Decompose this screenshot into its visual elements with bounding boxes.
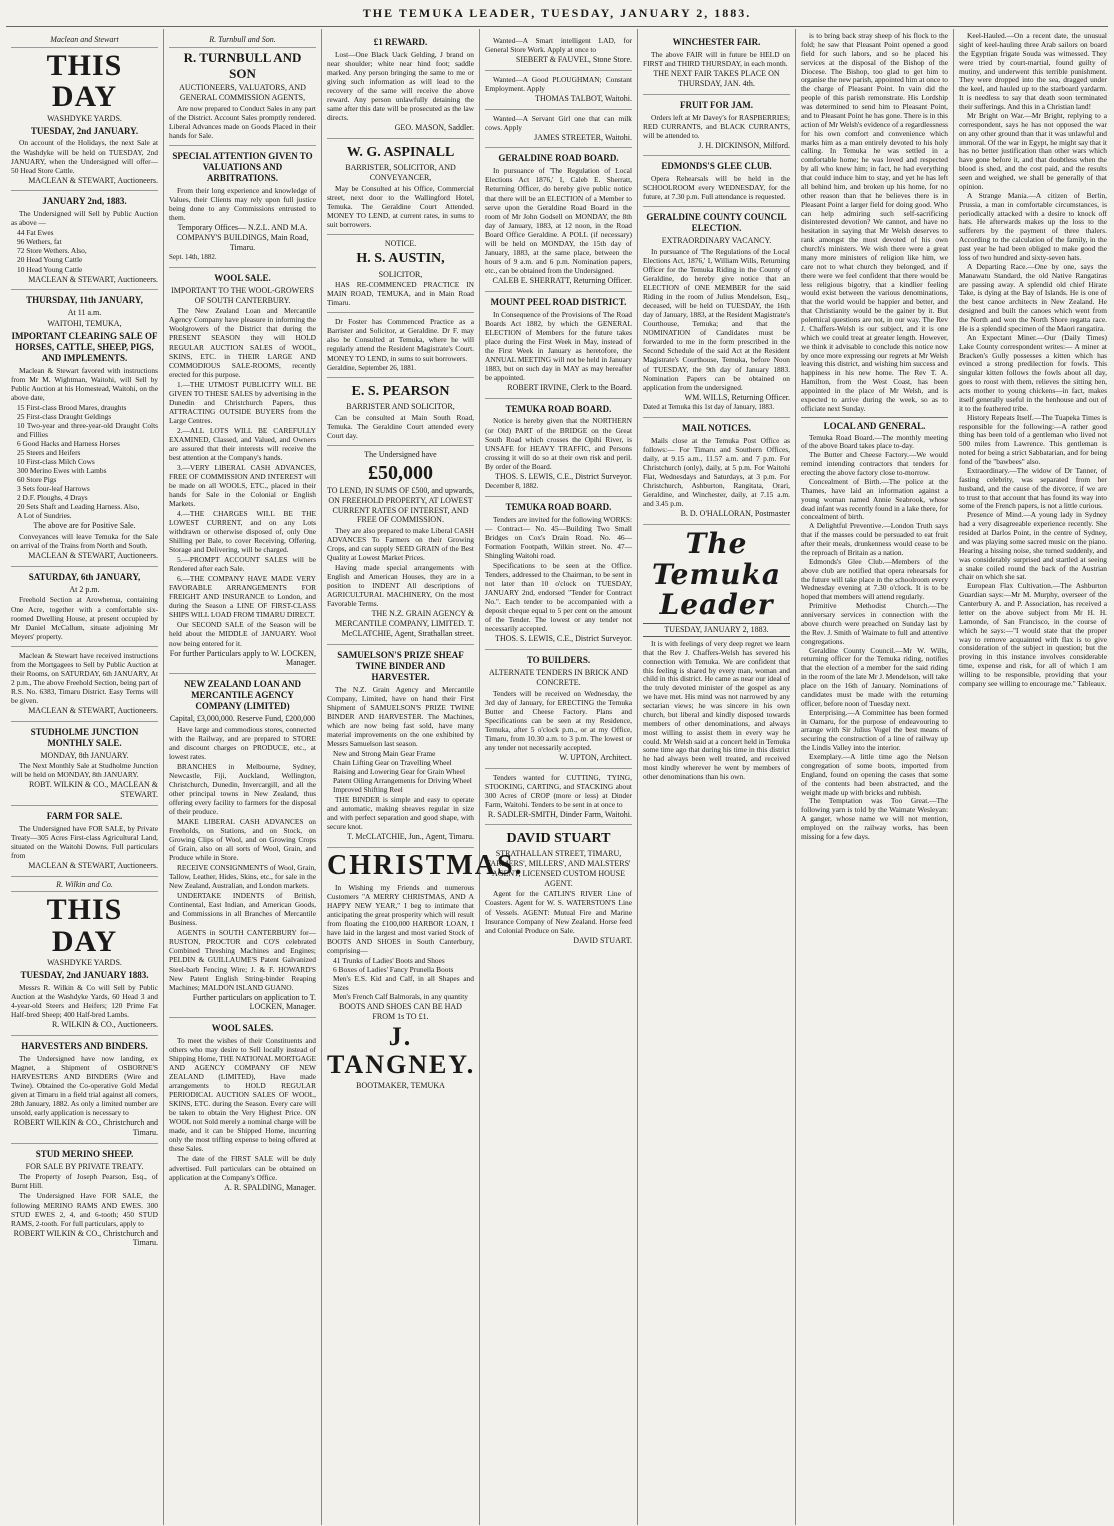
ad-signature: A. R. SPALDING, Manager. [224, 1182, 316, 1192]
ad-paragraph: 2.—ALL LOTS WILL BE CAREFULLY EXAMINED, Classed, and Valued, and Owners are assured that their interests will receive the best attention at the Company's hands. [169, 425, 316, 462]
ad-paragraph: MAKE LIBERAL CASH ADVANCES on Freeholds, on Stations, and on Stock, on Growing Clips of Wool, and on Growing Crops of Grain, also on all sorts of Wool, Grain, and Produce while in Store. [169, 817, 316, 863]
ad-title: TEMUKA ROAD BOARD. [505, 403, 612, 414]
mortgagee-sale-ad [11, 647, 158, 722]
tangney-heading: J. TANGNEY. [327, 1021, 476, 1080]
ad-subtitle: SOLICITOR, [378, 269, 423, 279]
ad-text: TO LEND, IN SUMS OF £500, and upwards, ON FREEHOLD PROPERTY, AT LOWEST CURRENT RATES OF INTEREST, AND FREE OF COMMISSION. [327, 486, 474, 525]
ad-note: BOOTS AND SHOES CAN BE HAD FROM 1s TO £1. [339, 1002, 462, 1021]
wool-sales-ad [169, 1018, 316, 1197]
ad-text: Mails close at the Temuka Post Office as follows:— For Timaru and Southern Offices, daily, at 9.15 a.m., 11.57 a.m. and 7 p.m. For Christchurch (only), daily, at 5 p.m. For Waitohi Flat, Wednesdays and Saturdays, at 3 p.m. For Christchurch, Ashburton, Rangitata, Orari, Geraldine, and Winchester, daily, at 7.15 a.m. and 3.45 p.m. [643, 435, 790, 509]
column-1 [6, 29, 164, 1525]
ad-text: Tenders wanted for CUTTING, TYING, STOOKING, CARTING, and STACKING about 300 Acres of CROP (more or less) at Dinder Farm, Waitohi. Tenders to be sent in at once to [485, 772, 632, 809]
column-2 [164, 29, 322, 1525]
ad-date: December 8, 1882. [485, 482, 539, 491]
ad-text: Specifications to be seen at the Office. Tenders, addressed to the Chairman, to be sent in not later than 10 o'clock on TUESDAY, JANUARY 2nd, endorsed "Tender for Contract No.". Each tender to be accompanied with a deposit cheque equal to 5 per cent on the amount of the Tender. The lowest or any tender not necessarily accepted. [485, 561, 632, 634]
list-item: New and Strong Main Gear Frame [333, 748, 436, 758]
ad-title: SPECIAL ATTENTION GIVEN TO VALUATIONS AND ARBITRATIONS. [172, 151, 313, 184]
ad-text: The date of the FIRST SALE will be duly advertised. Full particulars can be obtained on application at the Company's Office. [169, 1154, 316, 1182]
temuka-road-board-notice [485, 399, 632, 497]
newspaper-nameplate: The Temuka Leader [652, 526, 781, 622]
wanted-ploughman-ad [485, 71, 632, 110]
editorial-continuation: is to bring back stray sheep of his flock to the fold; he saw that Pleasant Point opened a good field for such labors, and so he placed his services at the disposal of the Bishop of the Diocese. The Bishop, too glad to get him to organise the new parish, appointed him at once to the charge of Pleasant Point. In vain did the people of this parish remonstrate. His Lordship was determined to send him to Pleasant Point, and to Pleasant Point he has gone. There is in this action of Mr Welsh's evidence of a regardlessness for his own comfort and convenience which marks him as a man entirely devoted to his holy calling. In Temuka he was settled in a comfortable home; he was loved and respected by all who knew him; in fact, he had everything that could induce him to stay, and yet he has left all behind him, and broken up his home, for no other reason than that he believes there is in Pleasant Point a larger field for doing good. Who can help admiring such self-sacrificing disinterested devotion? We cannot, and have no hesitation in saying that Mr Welsh deserves to rank amongst the most devoted of his own church's ministers. We wish there were a great many more ministers of religion like him, we care not to what church they belonged, and if there were we feel confident that there would be less religious bigotry, that a kindlier feeling would exist between the various denominations, that the world would be happier and better, and that Christianity would be the gainer by it. But polemical questions are not, in our way. The Rev J. Chaffers-Welsh is our subject, and it is one which we could treat at greater length. However, we think it advisable to conclude this notice now by once more expressing our regrets at Mr Welsh leaving this district, and wishing him success and happiness in his new home. The Rev T. A. Hamilton, from the West Coast, has been appointed in the place of Mr Welsh, and is expected to arrive during the week, so as to officiate next Sunday. [801, 31, 948, 413]
masthead: THE TEMUKA LEADER, TUESDAY, JANUARY 2, 1883. [6, 0, 1108, 27]
list-item: 15 First-class Brood Mares, draughts [17, 402, 127, 412]
valuations-ad [169, 146, 316, 268]
ad-text: They are also prepared to make Liberal CASH ADVANCES To Farmers on their Growing Crops, and can supply SEED GRAIN of the Best Quality at Lowest Market Prices. [327, 526, 474, 563]
ad-signature: BOOTMAKER, TEMUKA [356, 1080, 445, 1090]
ad-title: WOOL SALES. [211, 1023, 274, 1034]
ad-title: MAIL NOTICES. [681, 422, 752, 433]
list-item: 20 Head Young Cattle [17, 255, 83, 265]
ad-time: At 11 a.m. [67, 308, 102, 318]
ad-text: From their long experience and knowledge of Values, their Clients may rely upon full justice being done to any Commissions entrusted to them. [169, 186, 316, 223]
ad-paragraph: 4.—THE CHARGES WILL BE THE LOWEST CURRENT, and on any Lots withdrawn or otherwise disposed of, only One Shilling per Bale, to cover Receiving, Offering, Storage and Delivering, will be charged. [169, 509, 316, 555]
ad-signature: R. SADLER-SMITH, Dinder Farm, Waitohi. [487, 809, 632, 819]
ad-title: IMPORTANT CLEARING SALE OF HORSES, CATTLE, SHEEP, PIGS, AND IMPLEMENTS. [11, 330, 158, 363]
glee-club-ad [643, 156, 790, 207]
ad-text: The Undersigned have now landing, ex Magnet, a Shipment of OSBORNE'S HARVESTERS AND BINDERS (Wire and Twine). Obtained the Co-operative Gold Medal given at Timaru in a field trial against all comers, 28th January, 1882. As only a limited number are unsold, early application is necessary to [11, 1053, 158, 1118]
ad-signature: ROBERT IRVINE, Clerk to the Board. [507, 382, 632, 392]
ad-signature: B. D. O'HALLORAN, Postmaster [680, 509, 790, 519]
aspinall-ad [327, 139, 474, 235]
ad-paragraph: 5.—PROMPT ACCOUNT SALES will be Rendered after each Sale. [169, 555, 316, 574]
ad-text: AGENTS in SOUTH CANTERBURY for— RUSTON, PROCTOR and CO'S celebrated Combined Threshing Machines and Engines; PELDIN & GUILLAUME'S Patent Galvanized Steel-barb Fencing Wire; J. & F. HOWARD'S New Patent English String-binder Reaping Machines; MALDON ISLAND GUANO. [169, 928, 316, 992]
news-paragraph: Presence of Mind.—A young lady in Sydney had a very disagreeable experience recently. She resided at Darlos Point, in the centre of Sydney, and was playing some sacred music on the piano. Hearing a hissing noise, she turned suddenly, and was considerably surprised and startled at seeing a snake coiled round the back of the Austrian chair on which she sat. [959, 510, 1107, 582]
news-paragraph: Mr Bright on War.—Mr Bright, replying to a correspondent, says he has not opposed the war on any other ground than that it was unlawful and immoral. Of the war in Egypt, he might say that it has no better justification than other wars which have gone before it, and that doubtless when the blood is shed, and the cost paid, and the results seen and weighed, we shall be generally of that opinion. [959, 110, 1107, 191]
ad-title: HARVESTERS AND BINDERS. [21, 1041, 148, 1051]
ad-subtitle: ALTERNATE TENDERS IN BRICK AND CONCRETE. [488, 668, 629, 687]
list-item: Men's French Calf Balmorals, in any quantity [333, 991, 468, 1001]
ad-text: Lost—One Black Uack Gelding, J brand on near shoulder; white near hind foot; saddle marked. Any person bringing the same to me or giving such information as will lead to the recovery of the same will receive the above reward. Any person unlawfully detaining the same after this date will be prosecuted as the law directs. [327, 49, 474, 123]
news-paragraph: A Delightful Preventive.—London Truth says that if the masses could be persuaded to eat fruit after their meals, drunkenness would cease to be the reproach of Britain as a nation. [801, 521, 948, 557]
ad-text: Opera Rehearsals will be held in the SCHOOLROOM every WEDNESDAY, for the future, at 7.30 p.m. Full attendance is requested. [643, 174, 790, 202]
ad-text: In Wishing my Friends and numerous Customers "A MERRY CHRISTMAS, AND A HAPPY NEW YEAR," I beg to intimate that anticipating the great prosperity which will result from floating the £100,000 HARBOR LOAN, I have laid in the largest and most varied Stock of BOOTS AND SHOES in South Canterbury, comprising— [327, 882, 474, 955]
ad-title: FRUIT FOR JAM. [679, 99, 754, 110]
column-5 [638, 29, 796, 1525]
nz-loan-ad [169, 674, 316, 1018]
news-paragraph: Edmonds's Glee Club.—Members of the above club are notified that opera rehearsals for the future will take place in the schoolroom every Wednesday evening at 7.30 o'clock. It is to be hoped that members will attend regularly. [801, 556, 948, 602]
ad-signature: MACLEAN & STEWART, Auctioneers. [28, 175, 158, 185]
ad-subtitle: IMPORTANT TO THE WOOL-GROWERS OF SOUTH CANTERBURY. [171, 285, 314, 305]
ad-subtitle: AUCTIONEERS, VALUATORS, AND GENERAL COMMISSION AGENTS, [179, 83, 306, 103]
ad-title: TO BUILDERS. [526, 655, 591, 666]
ad-paragraph: UNDERTAKE INDENTS of British, Continental, East Indian, and American Goods, and Commissions in all Branches of Mercantile Business. [169, 891, 316, 928]
ad-signature: J. H. DICKINSON, Milford. [698, 140, 790, 150]
farm-for-sale-ad [11, 806, 158, 877]
ad-signature: THOS. S. LEWIS, C.E., District Surveyor. [495, 471, 632, 481]
ad-text: Agent for the CATLIN'S RIVER Line of Coasters. Agent for W. S. WATERSTON'S Line of Vessels. AGENT: Mutual Fire and Marine Insurance Company of New Zealand. Horse feed and Colonial Produce on Sale. [485, 889, 632, 935]
ad-signature: ROBERT WILKIN & CO., Christchurch and Timaru. [13, 1228, 158, 1248]
ad-paragraph: 3.—VERY LIBERAL CASH ADVANCES, FREE OF COMMISSION AND INTEREST will be made on all WOOLS, ETC., placed in their hands for Sale in the Colonial or English Markets. [169, 462, 316, 509]
ad-text: Messrs R. Wilkin & Co will Sell by Public Auction at the Washdyke Yards, 60 Head 3 and 4-year-old Steers and Heifers; 120 Prime Fat Half-bred Sheep; 400 Half-bred Lambs. [11, 983, 158, 1020]
ad-signature: THOS. S. LEWIS, C.E., District Surveyor. [495, 634, 632, 644]
ad-title: NEW ZEALAND LOAN AND MERCANTILE AGENCY COMPANY (LIMITED) [183, 679, 302, 711]
ad-text: To meet the wishes of their Constituents and others who may desire to Sell locally instead of Shipping Home, THE NATIONAL MORTGAGE AND AGENCY COMPANY OF NEW ZEALAND (LIMITED), Have made arrangements to HOLD REGULAR PERIODICAL AUCTION SALES OF WOOL, SKINS, ETC. during the Season. Every care will be taken to obtain the Very Highest Price. ON WOOL not Sold merely a nominal charge will be made, and it can be Shipped Home, incurring only the most trifling expense to being offered at these Sales. [169, 1036, 316, 1154]
list-item: 25 First-class Draught Geldings [17, 411, 112, 421]
ad-text: The Undersigned have FOR SALE, by Private Treaty—305 Acres First-class Agricultural Land, situated on the Waitohi Downs. Full particulars from [11, 823, 158, 860]
harvesters-ad [11, 1036, 158, 1144]
list-item: 25 Steers and Heifers [17, 447, 81, 457]
ad-text: Maclean & Stewart have received instructions from the Mortgagees to Sell by Public Auction at their Rooms, on SATURDAY, 6th JANUARY, At 2 p.m., The above Freehold Section, being part of R.S. No. 6383, Timaru District. Easy Terms will be given. [11, 650, 158, 705]
this-day-heading: THIS DAY [46, 48, 123, 114]
mail-notices-ad [643, 418, 790, 525]
ad-date: Geraldine, September 26, 1881. [327, 363, 417, 372]
fruit-for-jam-ad [643, 95, 790, 157]
ad-header: The Undersigned have [364, 449, 437, 459]
ad-title: SAMUELSON'S PRIZE SHEAF TWINE BINDER AND HARVESTER. [337, 649, 464, 682]
ad-text: THE BINDER is simple and easy to operate and automatic, making sheaves regular in size and with perfect separation and good shape, with secure knot. [327, 794, 474, 832]
wilkin-this-day-ad [11, 877, 158, 1036]
list-item: 44 Fat Ewes [17, 228, 54, 238]
ad-text: Are now prepared to Conduct Sales in any part of the District. Account Sales promptly rendered. Liberal Advances made on Goods Placed in their hands for Sale. [169, 103, 316, 141]
money-to-lend-ad [327, 446, 474, 645]
ad-text: The Property of Joseph Pearson, Esq., of Burnt Hill. [11, 1172, 158, 1191]
editorial-dateline: TUESDAY, JANUARY 2, 1883. [643, 623, 790, 637]
columns [6, 29, 1108, 1525]
wool-sale-ad [169, 268, 316, 674]
ad-text: The Undersigned Have FOR SALE, the following MERINO RAMS AND EWES. 300 STUD EWES 2, 4, and 6-tooth; 450 STUD RAMS, 2-tooth. For full particulars, apply to [11, 1191, 158, 1228]
ad-header: Maclean and Stewart [11, 35, 158, 48]
geraldine-road-board-ad [485, 148, 632, 291]
ad-title: DAVID STUART [506, 831, 611, 847]
ad-signature: CALEB E. SHERRATT, Returning Officer. [492, 275, 632, 285]
ad-signature: GEO. MASON, Saddler. [394, 123, 474, 133]
ad-paragraph: 1.—THE UTMOST PUBLICITY WILL BE GIVEN TO THESE SALES by advertising in the Dunedin and Christchurch Papers, thus ATTRACTING OUTSIDE BUYERS from the Large Centres. [169, 379, 316, 425]
ad-date: SATURDAY, 6th JANUARY, [28, 571, 141, 582]
news-paragraph: History Repeats Itself.—The Tuapeka Times is responsible for the following:—A rather good thing has been told of a gentleman who lived not 500 miles from Lawrence. This gentleman is noted for being a strict Sabbatarian, and for being fond of the "bawbees" also. [959, 412, 1107, 466]
ad-title: FARM FOR SALE. [46, 810, 123, 821]
news-paragraph: The Temptation was Too Great.—The following yarn is told by the Waimate Wesleyan: A ganger, whose name we will not mention, employed on the railway works, has been missing for a few days. [801, 796, 948, 841]
news-paragraph: Enterprising.—A Committee has been formed in Oamaru, for the purpose of endeavouring to arrange with Sir Julius Vogel the best means of securing the construction of a line of railway up the Lindis Valley into the interior. [801, 707, 948, 753]
ad-signature: W. UPTON, Architect. [559, 752, 632, 762]
news-paragraph: European Flax Cultivation.—The Ashburton Guardian says:—Mr M. Murphy, overseer of the Canterbury A. and P. Association, has received a letter on the above subject from Mr H. H. Lamonde, of San Francisco, in the course of which he says:—"I would state that the proper way to remove acquainted with flax is to give consideration of the subject in question; but the proving in this instance involves considerable time, expense and risk, for all of which I am willing to be responsible, providing that your company see willing to encourage me." Tableaux. [959, 581, 1107, 688]
ad-signature: ROBT. WILKIN & CO., MACLEAN & STEWART. [28, 780, 158, 800]
ad-subtitle: STRATHALLAN STREET, TIMARU, FARMERS', MILLERS', AND MALSTERS' AGENT, LICENSED CUSTOM HOUSE AGENT. [486, 849, 631, 888]
ad-subtitle: BARRISTER AND SOLICITOR, [346, 402, 455, 412]
temuka-road-board-tenders [485, 497, 632, 650]
list-item: 96 Wethers, fat [17, 237, 62, 247]
news-paragraph: Concealment of Birth.—The police at the Thames, have laid an information against a young woman named Annie Seabrook, whose dead infant was recently found in a lake there, for concealment of birth. [801, 476, 948, 522]
ad-header: R. Turnbull and Son. [169, 35, 316, 48]
list-item: A Lot of Sundries. [17, 511, 72, 521]
ad-title: STUD MERINO SHEEP. [35, 1148, 134, 1159]
freehold-section-ad [11, 567, 158, 647]
ad-header: R. Wilkin and Co. [11, 880, 158, 893]
list-item: 10 First-class Milch Cows [17, 456, 95, 466]
list-item: 6 Good Hacks and Harness Horses [17, 438, 120, 448]
local-general-heading: LOCAL AND GENERAL. [823, 420, 926, 431]
list-item: 72 Store Wethers. Also, [17, 246, 87, 256]
news-paragraph: Keel-Hauled.—On a recent date, the unusual sight of keel-hauling three Arab sailors on board the Egyptian frigate Souda was witnessed. They were tried by court-martial, found guilty of mutiny, and underwent this terrible punishment. They were dropped into the sea, dragged under the keel, and hauled up to the starboard yardarm. It is needless to say that death soon terminated their sufferings. And this in a Christian land! [959, 31, 1107, 111]
studholme-sale-ad [11, 722, 158, 806]
ad-signature: WM. WILLS, Returning Officer. [684, 392, 790, 402]
january-sale-ad [11, 191, 158, 290]
list-item: 10 Head Young Cattle [17, 264, 83, 274]
david-stuart-ad [485, 825, 632, 950]
ad-text: Freehold Section at Arowhenua, containing One Acre, together with a comfortable six-roomed Dwelling House, at present occupied by Mr Daniel McCallum, situate adjoining Mr Meyers' property. [11, 595, 158, 641]
ad-title: H. S. AUSTIN, [356, 251, 445, 267]
foster-ad [327, 313, 474, 378]
ad-title: MOUNT PEEL ROAD DISTRICT. [490, 296, 627, 307]
ad-title: TEMUKA ROAD BOARD. [505, 501, 612, 512]
ad-paragraph: The New Zealand Loan and Mercantile Agency Company have pleasure in informing the Woolgrowers of the District that during the PRESENT SEASON they will HOLD REGULAR AUCTION SALES of WOOL, SKINS, ETC. in THEIR LARGE AND COMMODIOUS SALE-ROOMS, recently erected for this purpose. [169, 306, 316, 379]
list-item: Men's E.S. Kid and Calf, in all Shapes and Sizes [333, 973, 474, 992]
news-paragraph: The Butter and Cheese Factory.—We would remind intending contractors that tenders for erecting the above factory close to-morrow. [801, 450, 948, 478]
list-item: Chain Lifting Gear on Travelling Wheel [333, 757, 452, 767]
list-item: 41 Trunks of Ladies' Boots and Shoes [333, 955, 445, 965]
ad-text: Wanted—A Servant Girl one that can milk cows. Apply [485, 113, 632, 132]
list-item: 300 Merino Ewes with Lambs [17, 466, 107, 475]
ad-paragraph: Have large and commodious stores, connected with the Railway, and are prepared to STORE and discount charges on PRODUCE, etc., at lowest rates. [169, 724, 316, 761]
ad-signature: THE N.Z. GRAIN AGENCY & MERCANTILE COMPANY, LIMITED. T. McCLATCHIE, Agent, Strathallan street. [335, 609, 474, 638]
ad-title: GERALDINE COUNTY COUNCIL ELECTION. [646, 212, 787, 234]
column-7 [954, 29, 1112, 1525]
ad-title: R. TURNBULL AND SON [183, 49, 302, 81]
list-item: Improved Shifting Reel [333, 784, 403, 794]
list-item: 3 Sets four-leaf Harrows [17, 484, 90, 494]
divider [801, 417, 948, 418]
ad-text: Tenders are invited for the following WORKS:— Contract— No. 45—Building Two Small Bridges on Cox's Drain Road. No. 46—Formation Footpath, Wilkin street. No. 47—Shingling Waitohi road. [485, 514, 632, 561]
ad-signature: DAVID STUART. [573, 935, 632, 945]
turnbull-ad [169, 32, 316, 146]
ad-paragraph: 6.—THE COMPANY HAVE MADE VERY FAVORABLE ARRANGEMENTS FOR FREIGHT AND INSURANCE to London, and during the Season a LINE OF FIRST-CLASS SHIPS WILL LOAD FROM TIMARU DIRECT. [169, 574, 316, 620]
reward-ad [327, 32, 474, 139]
pearson-ad [327, 378, 474, 446]
winchester-fair-ad [643, 32, 790, 95]
to-builders-ad [485, 650, 632, 768]
ad-title: EDMONDS'S GLEE CLUB. [661, 161, 772, 172]
ad-signature: ROBERT WILKIN & CO., Christchurch and Timaru. [13, 1118, 158, 1137]
list-item: 60 Store Pigs [17, 475, 57, 485]
ad-signature: MACLEAN & STEWART, Auctioneers. [28, 551, 158, 560]
christmas-heading: CHRISTMAS. [327, 849, 524, 881]
ad-place: WAITOHI, TEMUKA, [47, 319, 122, 328]
ad-subtitle: FOR SALE BY PRIVATE TREATY. [25, 1161, 144, 1171]
ad-date: Dated at Temuka this 1st day of January, 1883. [643, 403, 775, 412]
ad-paragraph: RECEIVE CONSIGNMENTS of Wool, Grain, Tallow, Leather, Hides, Skins, etc., for sale in the New Zealand, Australian, and London markets. [169, 863, 316, 891]
christmas-ad [327, 848, 524, 1096]
ad-date: MONDAY, 8th JANUARY. [40, 750, 129, 760]
ad-title: W. G. ASPINALL [346, 144, 455, 160]
ad-text: Tenders will be received on Wednesday, the 3rd day of January, for ERECTING the Temuka Butter and Cheese Factory. Plans and Specifications can be seen at my Residence, Temuka, after 5 o'clock p.m., or at my Office, Timaru, from 10.30 a.m. to 3 p.m. The lowest or any tender not necessarily accepted. [485, 688, 632, 752]
ad-capital: Capital, £3,000,000. Reserve Fund, £200,000 [169, 713, 316, 723]
news-paragraph: Temuka Road Board.—The monthly meeting of the above Board takes place to-day. [801, 432, 948, 451]
ad-text: Conveyances will leave Temuka for the Sale on arrival of the Trains from North and South. [11, 531, 158, 550]
ad-text: On account of the Holidays, the next Sale at the Washdyke will be held on TUESDAY, 2nd JANUARY, when the Undersigned will offer— 50 Head Store Cattle. [11, 138, 158, 175]
list-item: 6 Boxes of Ladies' Fancy Prunella Boots [333, 964, 454, 974]
news-paragraph: Extraordinary.—The widow of Dr Tanner, of fasting celebrity, was separated from her husband, and the cause of the divorce, if we are to trust to that account that has found its way into some of the French papers, is not a little curious. [959, 465, 1107, 511]
ad-signature: Further particulars on application to T. LOCKEN, Manager. [192, 992, 316, 1012]
austin-ad [327, 235, 474, 314]
list-item: 20 Sets Shaft and Leading Harness. Also, [17, 502, 140, 512]
ad-place: WASHDYKE YARDS. [47, 113, 122, 123]
this-day-heading: THIS DAY [46, 893, 123, 958]
ad-signature: MACLEAN & STEWART, Auctioneers. [28, 274, 158, 284]
ad-signature: SIEBERT & FAUVEL, Stone Store. [515, 55, 632, 65]
ad-signature: MACLEAN & STEWART, Auctioneers. [28, 860, 158, 870]
ad-text: The Undersigned will Sell by Public Auction as above — [11, 209, 158, 228]
ad-subtitle: THE NEXT FAIR TAKES PLACE ON THURSDAY, JAN. 4th. [653, 69, 780, 88]
ad-text: Can be consulted at Main South Road, Temuka. The Geraldine Court attended every Court day. [327, 412, 474, 440]
clearing-sale-ad [11, 290, 158, 566]
list-item: 2 D.F. Ploughs, 4 Drays [17, 493, 88, 503]
ad-address: Temporary Offices— N.Z.L. AND M.A. COMPANY'S BUILDINGS, Main Road, Timaru. [176, 223, 309, 252]
list-item: Raising and Lowering Gear for Grain Wheel [333, 766, 466, 776]
ad-date: Sept. 14th, 1882. [169, 253, 217, 262]
column-6 [796, 29, 954, 1525]
ad-signature: T. McCLATCHIE, Jun., Agent, Timaru. [347, 832, 474, 842]
loan-amount: £50,000 [368, 461, 433, 484]
news-paragraph: Geraldine County Council.—Mr W. Wills, returning officer for the Temuka riding, notifies that the election of a member for the said riding in the room of the late Mr J. Mendelson, will take place on the 16th of January. Nominations of candidates must be made with the returning officer, before noon of Tuesday next. [801, 645, 948, 708]
editorial-text: It is with feelings of very deep regret we learn that the Rev J. Chaffers-Welsh has severed his connection with Temuka. We are confident that this feeling is shared by every man, woman and child in this district. He came as near our ideal of the truly devoted minister of the gospel as any we have met. His mind was not narrowed by any sectarian views; he was sincere in his own church, but liberal and kindly disposed towards members of other denominations, and always most willing to assist them in every way he could. Mr Welsh said at a concert held in Temuka some time ago that during his time in this district he had always been well treated, and received most kindly wherever he went by members of other denominations than his own. [643, 638, 790, 782]
ad-date: JANUARY 2nd, 1883. [42, 196, 127, 207]
ad-text: Wanted—A Good PLOUGHMAN; Constant Employment. Apply [485, 74, 632, 93]
ad-text: Notice is hereby given that the NORTHERN (or Old) PART of the BRIDGE on the Great South Road which crosses the Opihi River, is UNSAFE for HEAVY TRAFFIC, and Persons crossing it will do so at their own risk and peril. By order of the Board. [485, 416, 632, 471]
ad-title: WINCHESTER FAIR. [672, 37, 761, 47]
ad-text: Maclean & Stewart favored with instructions from Mr M. Wightman, Waitohi, will Sell by Public Auction at his Homestead, Waitohi, on the above date, [11, 365, 158, 402]
ad-signature: R. WILKIN & CO., Auctioneers. [51, 1020, 158, 1030]
tenders-wanted-ad [485, 769, 632, 826]
ad-signature: MACLEAN & STEWART, Auctioneers. [28, 705, 158, 715]
ad-paragraph: BRANCHES in Melbourne, Sydney, Newcastle, Fiji, Auckland, Wellington, Christchurch, Dunedin, Invercargill, and all the other principal towns in New Zealand, thus offering every facility to farmers for the disposal of their produce. [169, 761, 316, 816]
ad-text: The N.Z. Grain Agency and Mercantile Company, Limited, have on hand their First Shipment of SAMUELSON'S PRIZE TWINE BINDER AND HARVESTER. The Machines, which are now being fast sold, have many material improvements on the one exhibited by Messrs Samuelson last season. [327, 684, 474, 748]
ad-text: The above FAIR will in future be HELD on FIRST and THIRD THURSDAY, in each month. [643, 49, 790, 68]
ad-note: The above are for Positive Sale. [33, 521, 136, 531]
stud-merino-ad [11, 1144, 158, 1253]
ad-text: In pursuance of 'The Regulations of the Local Elections Act, 1876,' I, William Wills, Returning Officer for the Temuka Riding in the County of Geraldine, do hereby give notice that an ELECTION of ONE MEMBER for the said Riding in the room of Julius Mendelson, Esq., deceased, will be held on TUESDAY, the 16th day of January, 1883, at the Resident Magistrate's Courthouse, Temuka; and that the NOMINATION of Candidates must be forwarded to me in the form prescribed in the Second Schedule of the said Act at the Resident Magistrate's Courthouse, Temuka, before Noon of TUESDAY, the 9th day of January 1883. Nomination Papers can be obtained on application from the undersigned. [643, 247, 790, 392]
ad-title: STUDHOLME JUNCTION MONTHLY SALE. [30, 726, 139, 748]
ad-text: Dr Foster has Commenced Practice as a Barrister and Solicitor, at Geraldine. Dr F. may also be Consulted at Temuka, where he will regularly attend the Resident Magistrate's Court. MONEY TO LEND, in sums to suit borrowers. [327, 317, 474, 363]
ad-text: The Next Monthly Sale at Studholme Junction will be held on MONDAY, 8th JANUARY. [11, 761, 158, 780]
ad-date: TUESDAY, 2nd JANUARY 1883. [20, 970, 149, 981]
ad-title: £1 REWARD. [373, 37, 428, 47]
ad-signature: For further Particulars apply to W. LOCKEN, Manager. [169, 648, 316, 668]
ad-text: May be Consulted at his Office, Commercial street, next door to the Wallingford Hotel, Temuka. The Geraldine Court Attended. MONEY TO LEND, at current rates, in sums to suit borrowers. [327, 183, 474, 229]
samuelson-ad [327, 645, 474, 848]
news-paragraph: A Departing Race.—One by one, says the Manawatu Standard, the old Native Rangatiras are passing away. A splendid old chief Hirate Take, is dying at the Bay of Islands. He is one of the best canoe architects in New Zealand. He designed and built the canoes which went from the North and won the North Shore regatta race. He is a splendid specimen of the Maori rangatira. [959, 261, 1107, 333]
ad-text: Orders left at Mr Davey's for RASPBERRIES; RED CURRANTS, and BLACK CURRANTS, will be attended to. [643, 112, 790, 140]
ad-title: WOOL SALE. [214, 272, 271, 283]
ad-text: In pursuance of 'The Regulation of Local Elections Act 1876,' I, Caleb E. Sherratt, Returning Officer, do hereby give public notice that there will be an ELECTION of a Member to serve upon the Geraldine Road Board in the room of Mr John Godsell on MONDAY, the 8th day of January, 1883, at 12 noon, in the Road Board Office Geraldine. A POLL (if necessary) will be held on MONDAY, the 15th day of January, 1883, at the same place, between the hours of 9 a.m. and 6 p.m. Nomination papers, etc., can be obtained from the Undersigned. [485, 166, 632, 275]
news-paragraph: Exemplary.—A little time ago the Nelson congregation of some boots, imported from England, found on opening the cases that some of the contents had been abstracted, and the weight made up with bricks and rubbish. [801, 752, 948, 797]
ad-signature: THOMAS TALBOT, Waitohi. [535, 93, 632, 103]
list-item: 10 Two-year and three-year-old Draught Colts and Fillies [17, 420, 158, 439]
news-paragraph: Primitive Methodist Church.—The anniversary services in connection with the above church were preached on Sunday last by the Rev. J. Smith of Waimate to full and attentive congregations. [801, 601, 948, 646]
wanted-servant-ad [485, 110, 632, 149]
ad-subtitle: BARRISTER, SOLICITOR, AND CONVEYANCER, [345, 163, 456, 182]
county-council-election-ad [643, 207, 790, 417]
news-paragraph: An Expectant Miner.—Our (Daily Times) Lake County correspondent writes:— A miner at Bracken's Gully possesses a kitten which has evinced a strong predilection for fowls. This singular kitten follows the fowls about all day, goes to roost with them, relieves the sitting hen, acts mother to young chickens—in fact, makes itself generally useful in the henhouse and out of it to the feathered tribe. [959, 332, 1107, 413]
maclean-stewart-this-day-ad [11, 32, 158, 191]
ad-text: In Consequence of the Provisions of The Road Boards Act 1882, by which the GENERAL ELECTION of Members for the future takes place during the First Week in May, instead of the First Week in January as heretofore, the ANNUAL MEETING will not be held in January 1883, but on such day in MAY as may hereafter be appointed. [485, 309, 632, 382]
ad-text: Our SECOND SALE of the Season will be held about the MIDDLE of JANUARY. Wool now being entered for it. [169, 620, 316, 648]
list-item: Patent Oiling Arrangements for Driving Wheel [333, 775, 472, 785]
ad-text: Having made special arrangements with English and American Houses, they are in a position to INDENT All descriptions of AGRICULTURAL MACHINERY, On the most Favorable Terms. [327, 563, 474, 609]
ad-date: THURSDAY, 11th JANUARY, [26, 295, 143, 306]
column-4 [480, 29, 638, 1525]
ad-text: HAS RE-COMMENCED PRACTICE IN MAIN ROAD, TEMUKA, and in Main Road Timaru. [327, 280, 474, 308]
ad-signature: JAMES STREETER, Waitohi. [534, 132, 632, 142]
ad-title: GERALDINE ROAD BOARD. [498, 153, 619, 164]
mount-peel-ad [485, 292, 632, 399]
news-paragraph: A Strange Mania.—A citizen of Berlin, Prussia, a man in comfortable circumstances, is periodically attacked with a desire to knock off hats. He afterwards makes up the loss to the sufferers by the payment of three thalers. According to the calculation of the family, in the past year he had been obliged to make good the loss of two hundred and sixty-seven hats. [959, 190, 1107, 262]
ad-title: E. S. PEARSON [351, 384, 450, 400]
ad-time: At 2 p.m. [69, 584, 100, 594]
wanted-lad-ad [485, 32, 632, 71]
ad-label: NOTICE. [384, 238, 417, 248]
ad-text: Wanted—A Smart intelligent LAD, for General Store Work. Apply at once to [485, 36, 632, 55]
ad-subtitle: EXTRAORDINARY VACANCY. [661, 236, 772, 246]
ad-date: TUESDAY, 2nd JANUARY. [30, 125, 139, 136]
ad-place: WASHDYKE YARDS. [47, 958, 122, 968]
